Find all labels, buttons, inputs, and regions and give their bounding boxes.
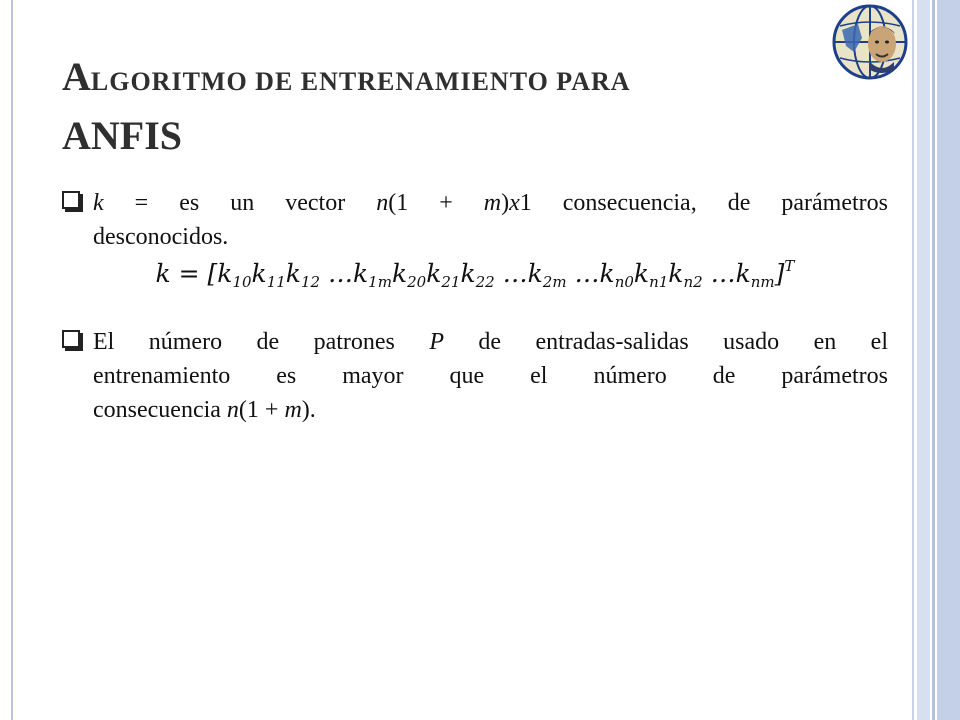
right-border-bar [932,0,935,720]
bullet-item [62,186,888,254]
checkbox-bullet-icon [62,191,80,209]
title-line-1-rest: LGORITMO DE ENTRENAMIENTO PARA [90,67,631,96]
right-border-bar [917,0,930,720]
bullet-1-line-2: desconocidos. [93,224,229,250]
parameter-vector-formula: $k = [k_{10}k_{11}k_{12}$ $\dots k_{1m}k_{20}k_{21}k_{22}$ $\dots k_{2m}$ $\dots k_{n0}k_{n1}k_{n2}$ $\dots k_{nm}]^T$ [155,257,795,291]
slide-content [62,186,888,427]
right-border-bar [912,0,914,720]
title-line-1 [62,52,842,111]
right-border-bar [937,0,960,720]
title-first-letter: A [62,54,91,99]
bullet-item [62,325,888,427]
left-border-line [11,0,13,720]
bullet-2-line-3: consecuencia n(1 + m). [93,397,316,423]
bullet-1-line-1: k = es un vector n(1 + m)x1 consecuencia, de parámetros [93,190,888,216]
title-line-2: ANFIS [62,113,183,158]
university-logo [832,4,908,80]
bullet-2-line-1: El número de patrones P de entradas-salidas usado en el [93,329,888,355]
slide-title [62,52,842,161]
bullet-2-line-2: entrenamiento es mayor que el número de parámetros [93,363,888,389]
checkbox-bullet-icon [62,330,80,348]
